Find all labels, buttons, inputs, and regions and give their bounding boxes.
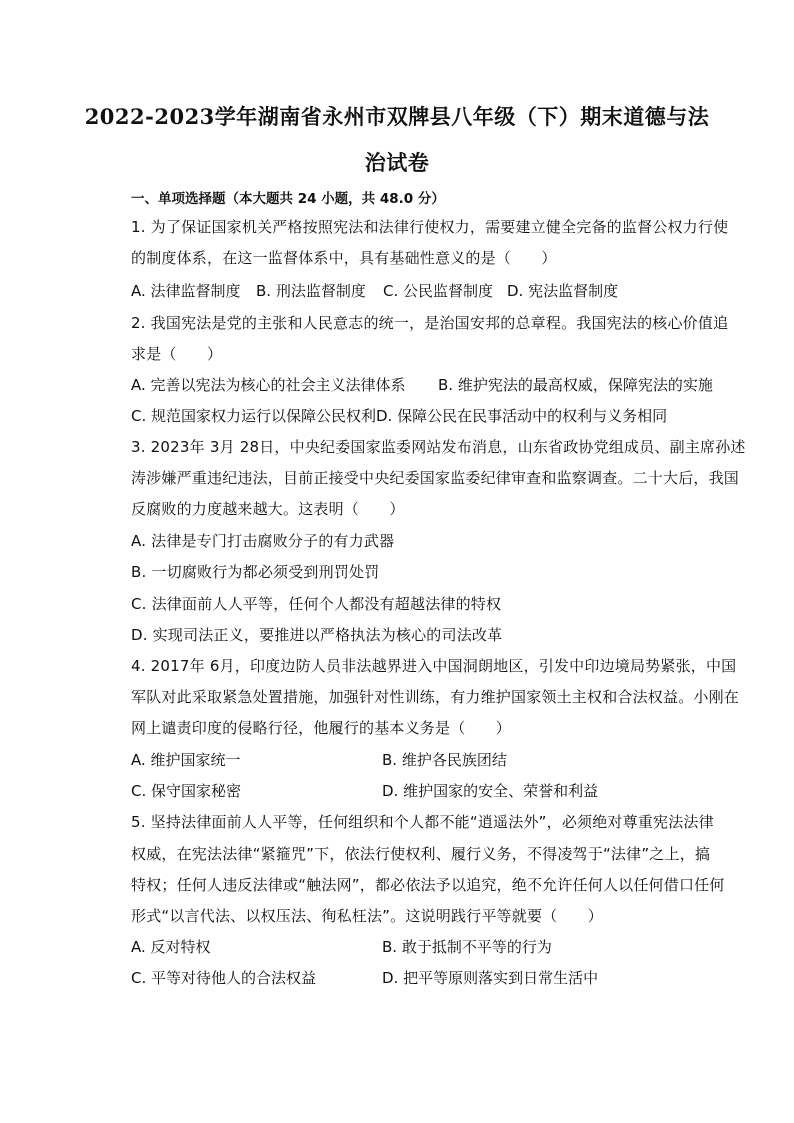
question-5-option-b[interactable]: B. 敢于抵制不平等的行为 (382, 938, 552, 956)
question-2-options-row-1 (131, 374, 713, 396)
question-5-stem-line-3: 特权；任何人违反法律或“触法网”，都必依法予以追究，绝不允许任何人以任何借口任何 (131, 876, 725, 894)
question-3-stem-line-2: 涛涉嫌严重违纪违法，目前正接受中央纪委国家监委纪律审查和监察调查。二十大后，我国 (131, 469, 740, 487)
question-4-option-b[interactable]: B. 维护各民族团结 (382, 751, 507, 769)
question-1-option-a[interactable]: A. 法律监督制度 (131, 282, 241, 300)
question-1-stem-line-1: 1. 为了保证国家机关严格按照宪法和法律行使权力，需要建立健全完备的监督公权力行使 (131, 218, 729, 236)
question-2-option-c[interactable]: C. 规范国家权力运行以保障公民权利 (131, 407, 377, 425)
question-5-option-d[interactable]: D. 把平等原则落实到日常生活中 (382, 969, 599, 987)
question-5-options-row-1 (131, 936, 691, 958)
exam-title-line-1: 2022-2023学年湖南省永州市双牌县八年级（下）期末道德与法 (84, 104, 710, 129)
question-1-option-b[interactable]: B. 刑法监督制度 (256, 282, 366, 300)
question-2-option-a[interactable]: A. 完善以宪法为核心的社会主义法律体系 (131, 376, 406, 394)
question-4-option-c[interactable]: C. 保守国家秘密 (131, 782, 242, 800)
question-5-stem-line-4: 形式“以言代法、以权压法、徇私枉法”。这说明践行平等就要（ ） (131, 907, 603, 925)
question-3-option-c[interactable]: C. 法律面前人人平等，任何个人都没有超越法律的特权 (131, 595, 502, 613)
question-4-options-row-2 (131, 780, 691, 802)
exam-title-line-2: 治试卷 (364, 150, 430, 175)
question-3-stem-line-3: 反腐败的力度越来越大。这表明（ ） (131, 500, 405, 518)
question-2-stem-line-1: 2. 我国宪法是党的主张和人民意志的统一，是治国安邦的总章程。我国宪法的核心价值追 (131, 314, 729, 332)
question-4-stem-line-2: 军队对此采取紧急处置措施，加强针对性训练，有力维护国家领土主权和合法权益。小刚在 (131, 688, 740, 706)
question-4-stem-line-3: 网上谴责印度的侵略行径，他履行的基本义务是（ ） (131, 719, 512, 737)
question-5-option-a[interactable]: A. 反对特权 (131, 938, 211, 956)
question-5-stem-line-1: 5. 坚持法律面前人人平等，任何组织和个人都不能“逍遥法外”，必须绝对尊重宪法法律 (131, 813, 714, 831)
question-2-option-b[interactable]: B. 维护宪法的最高权威，保障宪法的实施 (438, 376, 713, 394)
question-1-option-c[interactable]: C. 公民监督制度 (383, 282, 494, 300)
section-heading: 一、单项选择题（本大题共 24 小题，共 48.0 分） (131, 191, 445, 207)
question-2-stem-line-2: 求是（ ） (131, 345, 223, 363)
question-3-stem-line-1: 3. 2023年 3月 28日，中央纪委国家监委网站发布消息，山东省政协党组成员、副主席孙述 (131, 438, 746, 456)
question-5-option-c[interactable]: C. 平等对待他人的合法权益 (131, 969, 317, 987)
question-1-stem-line-2: 的制度体系，在这一监督体系中，具有基础性意义的是（ ） (131, 249, 557, 267)
question-4-stem-line-1: 4. 2017年 6月，印度边防人员非法越界进入中国洞朗地区，引发中印边境局势紧张，中国 (131, 657, 737, 675)
question-1-options (131, 280, 691, 302)
question-3-option-d[interactable]: D. 实现司法正义，要推进以严格执法为核心的司法改革 (131, 626, 503, 644)
question-1-option-d[interactable]: D. 宪法监督制度 (507, 282, 619, 300)
question-5-stem-line-2: 权威，在宪法法律“紧箍咒”下，依法行使权利、履行义务，不得凌驾于“法律”之上，搞 (131, 845, 711, 863)
question-5-options-row-2 (131, 967, 691, 989)
question-3-option-b[interactable]: B. 一切腐败行为都必须受到刑罚处罚 (131, 563, 380, 581)
question-2-option-d[interactable]: D. 保障公民在民事活动中的权利与义务相同 (376, 407, 668, 425)
question-4-options-row-1 (131, 749, 691, 771)
question-2-options-row-2 (131, 405, 691, 427)
question-4-option-a[interactable]: A. 维护国家统一 (131, 751, 241, 769)
question-3-option-a[interactable]: A. 法律是专门打击腐败分子的有力武器 (131, 532, 395, 550)
question-4-option-d[interactable]: D. 维护国家的安全、荣誉和利益 (382, 782, 599, 800)
